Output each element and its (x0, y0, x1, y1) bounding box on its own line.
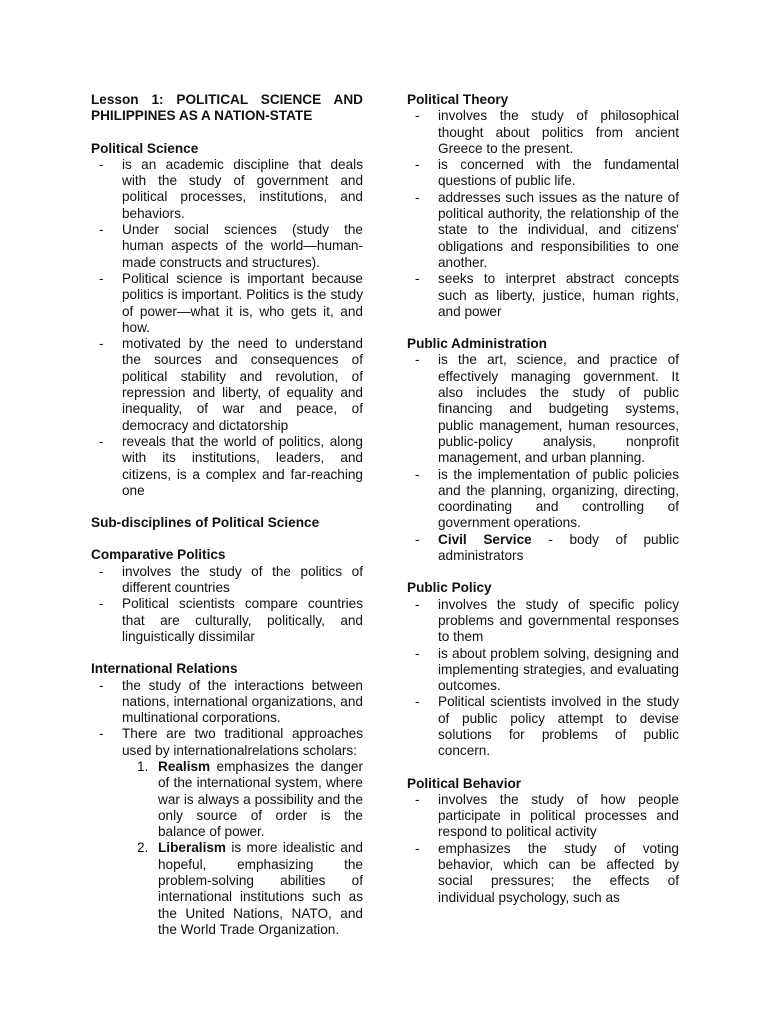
list-item: - Under social sciences (study the human aspects of the world—human-made constructs and structures). (91, 222, 363, 271)
section-heading: Political Theory (407, 92, 509, 107)
list-item: - the study of the interactions between nations, international organizations, and multinational corporations. (91, 678, 363, 727)
term: Civil Service (438, 531, 532, 547)
list-item: - motivated by the need to understand the sources and consequences of political stability and revolution, of repression and liberty, of equality and inequality, of war and peace, of democracy and dictatorship (91, 336, 363, 434)
list-item: - involves the study of the politics of different countries (91, 564, 363, 597)
list-item: - is concerned with the fundamental questions of public life. (407, 157, 679, 190)
list-item-text: There are two traditional approaches used by internationalrelations scholars: (122, 726, 363, 758)
list-item: - involves the study of specific policy problems and governmental responses to them (407, 597, 679, 646)
bullet-list (407, 792, 679, 906)
list-item: - addresses such issues as the nature of political authority, the relationship of the state to the individual, and citizens' obligations and responsibilities to one another. (407, 190, 679, 271)
list-item: - reveals that the world of politics, along with its institutions, leaders, and citizens, is a complex and far-reaching one (91, 434, 363, 499)
bullet-list (407, 597, 679, 760)
section-political-science (91, 141, 363, 500)
section-comparative-politics (91, 547, 363, 645)
list-item-civil-service (407, 532, 679, 565)
lesson-title: Lesson 1: POLITICAL SCIENCE AND PHILIPPINES AS A NATION-STATE (91, 92, 363, 124)
section-public-administration (407, 336, 679, 564)
section-heading: Political Behavior (407, 775, 522, 791)
list-item: - is about problem solving, designing and implementing strategies, and evaluating outcomes. (407, 646, 679, 695)
term: Realism (158, 758, 211, 774)
section-political-behavior (407, 776, 679, 906)
list-item: - Political scientists involved in the study of public policy attempt to devise solutions for problems of public concern. (407, 694, 679, 759)
section-sub-disciplines (91, 515, 363, 531)
section-heading: Comparative Politics (91, 547, 226, 563)
list-item: - seeks to interpret abstract concepts such as liberty, justice, human rights, and power (407, 271, 679, 320)
section-heading: Sub-disciplines of Political Science (91, 515, 320, 531)
list-item (91, 726, 363, 938)
term: Liberalism (158, 840, 226, 856)
term-description: - body of public administrators (438, 531, 680, 564)
list-item: - is an academic discipline that deals with the study of government and political processes, institutions, and behaviors. (91, 157, 363, 222)
list-item: - involves the study of how people participate in political processes and respond to political activity (407, 792, 679, 841)
bullet-list (91, 157, 363, 499)
term-description: emphasizes the danger of the international system, where war is always a possibility and the only source of order is the balance of power. (158, 758, 363, 840)
section-heading: Political Science (91, 140, 199, 156)
section-heading: Public Administration (407, 336, 547, 352)
list-item: - is the art, science, and practice of effectively managing government. It also includes the study of public financing and budgeting systems, public management, human resources, public-policy analysis, nonprofit management, and urban planning. (407, 352, 679, 466)
list-item: - Political science is important because politics is important. Politics is the study of power—what it is, who gets it, and how. (91, 271, 363, 336)
bullet-list (407, 108, 679, 320)
numbered-item-realism (122, 759, 363, 840)
section-heading: International Relations (91, 661, 238, 677)
item-number: 1. (137, 758, 149, 774)
section-international-relations (91, 661, 363, 938)
section-heading: Public Policy (407, 580, 492, 596)
list-item: - Political scientists compare countries that are culturally, politically, and linguistically dissimilar (91, 596, 363, 645)
bullet-list (91, 564, 363, 645)
list-item: - is the implementation of public policies and the planning, organizing, directing, coordinating and controlling of government operations. (407, 467, 679, 532)
bullet-list (91, 678, 363, 939)
numbered-item-liberalism (122, 840, 363, 938)
bullet-list (407, 352, 679, 564)
list-item: - involves the study of philosophical thought about politics from ancient Greece to the present. (407, 108, 679, 157)
left-column (91, 92, 363, 954)
list-item: - emphasizes the study of voting behavior, which can be affected by social pressures; the effects of individual psychology, such as (407, 841, 679, 906)
section-public-policy (407, 580, 679, 759)
item-number: 2. (137, 840, 149, 856)
term-description: is more idealistic and hopeful, emphasizing the problem-solving abilities of international institutions such as the United Nations, NATO, and the World Trade Organization. (158, 840, 363, 937)
right-column (407, 92, 679, 922)
numbered-list (122, 759, 363, 938)
section-political-theory (407, 92, 679, 320)
